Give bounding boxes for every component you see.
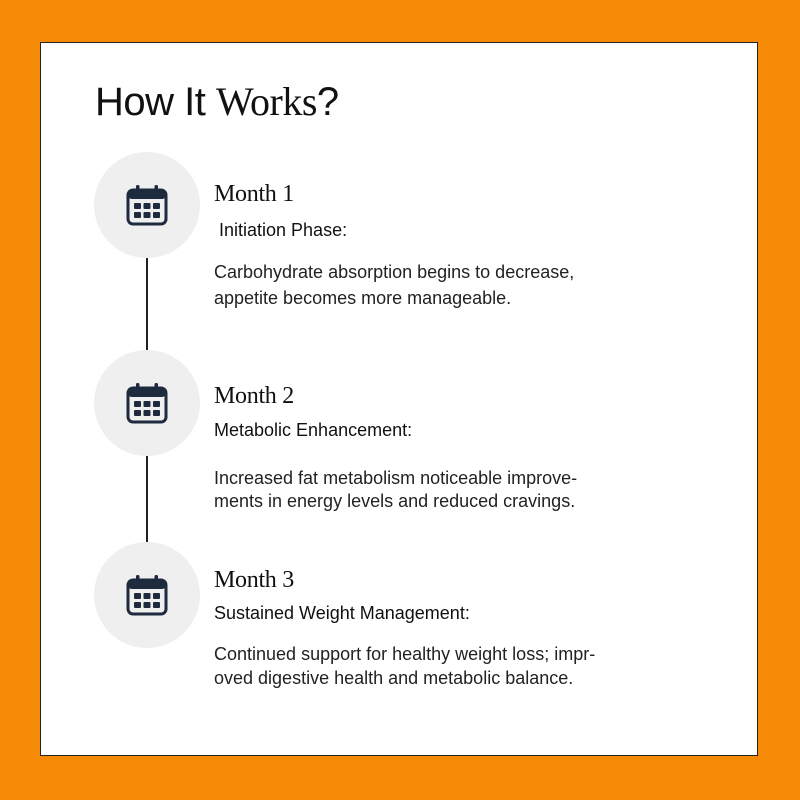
step-2-description-line-1: Increased fat metabolism noticeable improve- xyxy=(214,468,578,488)
step-3-phase: Sustained Weight Management: xyxy=(214,603,470,623)
step-2-description-line-2: ments in energy levels and reduced cravings. xyxy=(214,491,576,511)
step-1-description-line-1: Carbohydrate absorption begins to decrease, xyxy=(214,262,575,282)
calendar-icon xyxy=(126,184,168,226)
step-1-icon-circle xyxy=(94,152,200,258)
page-title xyxy=(95,78,339,126)
step-3-month: Month 3 xyxy=(214,567,294,593)
step-1-phase: Initiation Phase: xyxy=(214,220,348,240)
timeline-connector-2 xyxy=(146,456,148,542)
calendar-icon xyxy=(126,574,168,616)
step-1-description-line-2: appetite becomes more manageable. xyxy=(214,288,512,308)
step-2-month: Month 2 xyxy=(214,383,294,409)
step-3-icon-circle xyxy=(94,542,200,648)
step-1-month: Month 1 xyxy=(214,181,294,207)
step-3-description-line-1: Continued support for healthy weight loss; impr- xyxy=(214,644,596,664)
title-part-works: Works xyxy=(215,79,317,124)
title-part-question: ? xyxy=(316,80,339,124)
timeline-connector-1 xyxy=(146,258,148,350)
step-2-icon-circle xyxy=(94,350,200,456)
step-2-phase: Metabolic Enhancement: xyxy=(214,420,413,440)
step-3-description-line-2: oved digestive health and metabolic balance. xyxy=(214,668,574,688)
calendar-icon xyxy=(126,382,168,424)
title-part-how-it: How It xyxy=(95,80,216,124)
